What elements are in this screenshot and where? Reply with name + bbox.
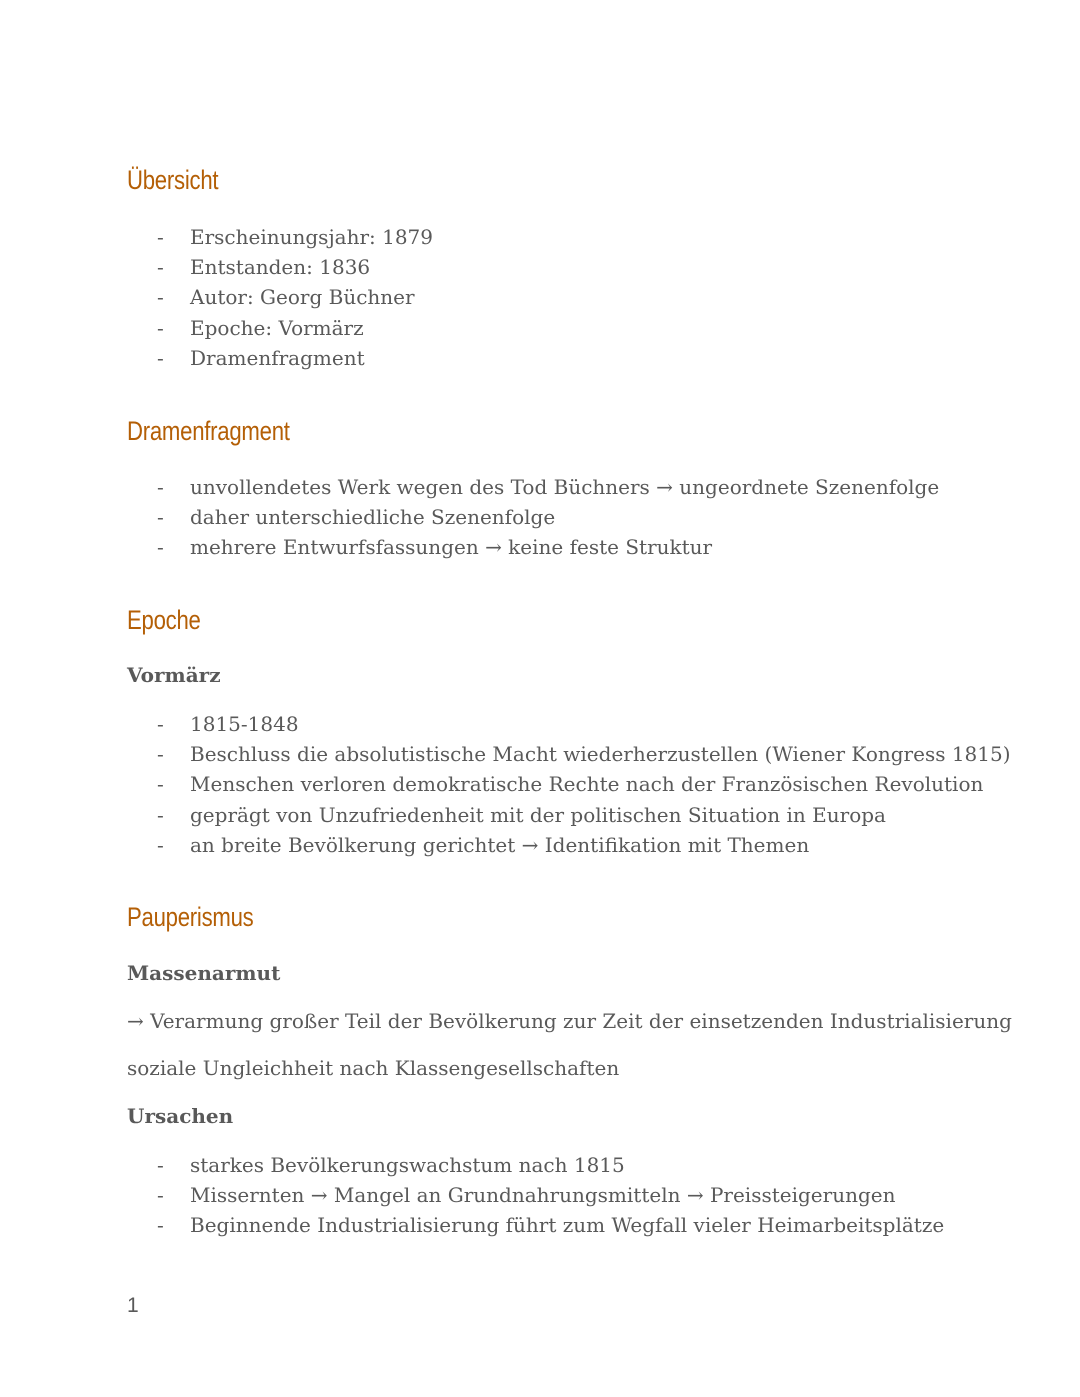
- bullet-dash: -: [157, 225, 164, 249]
- subheading-ursachen: Ursachen: [127, 1104, 234, 1128]
- bullet-dash: -: [157, 1153, 164, 1177]
- heading-overview: Übersicht: [127, 165, 219, 195]
- subheading-vormaerz: Vormärz: [127, 663, 221, 687]
- list-item-text: Dramenfragment: [190, 345, 365, 370]
- list-item-text: Menschen verloren demokratische Rechte nach der Französischen Revolution: [190, 772, 984, 797]
- bullet-dash: -: [157, 345, 164, 370]
- list-item-text: Beschluss die absolutistische Macht wiederherzustellen (Wiener Kongress 1815): [190, 742, 1011, 767]
- bullet-dash: -: [157, 712, 164, 736]
- bullet-dash: -: [157, 742, 164, 767]
- bullet-dash: -: [157, 1183, 164, 1208]
- list-item-text: daher unterschiedliche Szenenfolge: [190, 505, 556, 530]
- bullet-dash: -: [157, 802, 164, 827]
- subheading-massenarmut: Massenarmut: [127, 961, 281, 985]
- paragraph-impoverishment: → Verarmung großer Teil der Bevölkerung zur Zeit der einsetzenden Industrialisierung: [127, 1009, 1012, 1033]
- list-item-text: an breite Bevölkerung gerichtet → Identifikation mit Themen: [190, 832, 810, 857]
- bullet-dash: -: [157, 535, 164, 560]
- list-item-text: unvollendetes Werk wegen des Tod Büchners → ungeordnete Szenenfolge: [190, 475, 940, 499]
- bullet-dash: -: [157, 285, 164, 310]
- bullet-dash: -: [157, 832, 164, 857]
- list-item-text: starkes Bevölkerungswachstum nach 1815: [190, 1153, 625, 1177]
- bullet-dash: -: [157, 505, 164, 530]
- list-item-text: Beginnende Industrialisierung führt zum Wegfall vieler Heimarbeitsplätze: [190, 1213, 945, 1238]
- bullet-dash: -: [157, 315, 164, 340]
- list-item-text: Epoche: Vormärz: [190, 315, 364, 340]
- list-item-text: mehrere Entwurfsfassungen → keine feste Struktur: [190, 535, 713, 560]
- list-item-text: 1815-1848: [190, 712, 299, 736]
- bullet-dash: -: [157, 255, 164, 280]
- list-item-text: Autor: Georg Büchner: [190, 285, 415, 310]
- paragraph-social-inequality: soziale Ungleichheit nach Klassengesellschaften: [127, 1056, 620, 1080]
- heading-pauperism: Pauperismus: [127, 902, 254, 932]
- heading-epoch: Epoche: [127, 605, 201, 635]
- list-item-text: Erscheinungsjahr: 1879: [190, 225, 434, 249]
- bullet-dash: -: [157, 475, 164, 499]
- list-item-text: Missernten → Mangel an Grundnahrungsmitteln → Preissteigerungen: [190, 1183, 896, 1208]
- bullet-dash: -: [157, 1213, 164, 1238]
- bullet-dash: -: [157, 772, 164, 797]
- list-item-text: Entstanden: 1836: [190, 255, 371, 280]
- heading-fragment: Dramenfragment: [127, 416, 290, 446]
- list-item-text: geprägt von Unzufriedenheit mit der politischen Situation in Europa: [190, 802, 886, 827]
- page-number: 1: [127, 1294, 139, 1317]
